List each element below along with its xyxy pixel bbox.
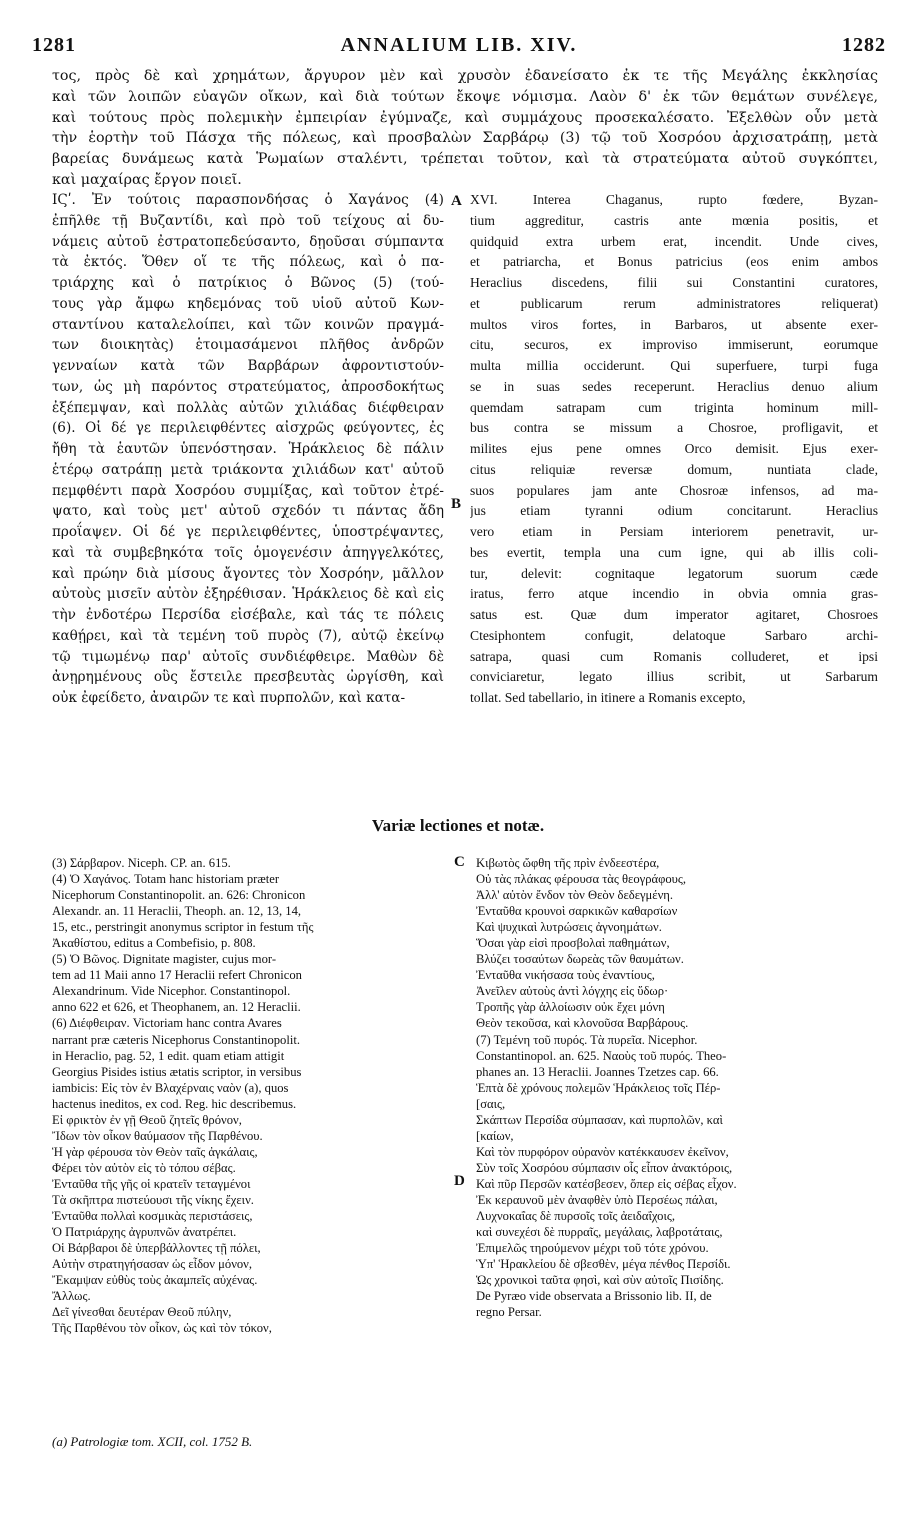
note-line: Ὁ Πατριάρχης ἀγρυπνῶν ἀνατρέπει. — [52, 1225, 237, 1240]
latin-text-line: citus reliquiæ reversæ domum, nuntiata clade, — [470, 461, 878, 477]
note-line: Ἔκαμψαν εὐθὺς τοὺς ἀκαμπεῖς αὐχένας. — [52, 1273, 258, 1288]
greek-text-line: ἐπῆλθε τῇ Βυζαντίδι, καὶ πρὸ τοῦ τείχους αἱ δυ- — [52, 212, 444, 229]
note-line: (3) Σάρβαρον. Niceph. CP. an. 615. — [52, 856, 231, 870]
note-line: Constantinopol. an. 625. Ναοὺς τοῦ πυρός. Theo- — [476, 1048, 727, 1063]
latin-text-line: multa millia occiderunt. Qui superfuere, turpi fuga — [470, 358, 878, 373]
latin-text-line: multos viros fortes, in Barbaros, ut absente exer- — [470, 316, 878, 332]
note-line: Τροπῆς γὰρ ἀλλοίωσιν οὐκ ἔχει μόνη — [476, 1000, 665, 1015]
greek-text-line: προΐαψεν. Οἱ δέ γε περιλειφθέντες, ὑποστρέψαντες, — [52, 524, 444, 540]
greek-text-line: ψατο, καὶ τοὺς μετ' αὐτοῦ σχεδόν τι πάντας ἄδη — [52, 503, 444, 520]
greek-text-line: βαρείας δυνάμεως κατὰ Ῥωμαίων σταλέντι, τρέπεται τοῦτον, καὶ τὰ στρατεύματα αὐτοῦ συγκόπτει, — [52, 151, 878, 167]
note-line: Οὐ τὰς πλάκας φέρουσα τὰς θεογράφους, — [476, 872, 687, 887]
note-line: Nicephorum Constantinopolit. an. 626: Chronicon — [52, 888, 306, 903]
latin-text-line: XVI. Interea Chaganus, rupto fœdere, Byzan- — [470, 192, 878, 207]
note-line: Τῆς Παρθένου τὸν οἶκον, ὡς καὶ τὸν τόκον, — [52, 1321, 272, 1336]
greek-text-line: τὰ ἐκτός. Ὅθεν οἵ τε τῆς πόλεως, καὶ ὁ πα- — [52, 254, 444, 271]
greek-text-line: τος, πρὸς δὲ καὶ χρημάτων, ἄργυρον μὲν καὶ χρυσὸν ἐδανείσατο ἐκ τε τῆς Μεγάλης ἐκκλησίας — [52, 68, 878, 84]
left-page-number: 1281 — [32, 34, 76, 56]
note-line: Ὡς χρονικοὶ ταῦτα φησὶ, καὶ σὺν αὐτοῖς Πισίδης. — [476, 1273, 724, 1288]
note-line: 15, etc., perstringit anonymus scriptor in festum τῆς — [52, 920, 314, 935]
note-line: Φέρει τὸν αὐτὸν εἰς τὸ τόπου σέβας. — [52, 1160, 236, 1175]
latin-text-line: iratus, ferro atque incendio in obvia omnia gras- — [470, 586, 878, 602]
greek-text-line: τους γὰρ ἄμφω κηδεμόνας τοῦ υἱοῦ αὐτοῦ Κων- — [52, 295, 444, 312]
latin-text-line: tur, delevit: cognitaque legatorum suorum cæde — [470, 565, 878, 581]
greek-text-line: καὶ πρώην διὰ μίσους ἄγοντες τὸν Χοσρόην, μᾶλλον — [52, 565, 444, 582]
latin-text-line: Heraclius discedens, filii sui Constantini curatores, — [470, 275, 878, 290]
note-line: Ὑπ' Ἡρακλείου δὲ σβεσθὲν, μέγα πένθος Περσίδι. — [476, 1257, 731, 1272]
greek-text-line: νάμεις αὐτοῦ ἐστρατοπεδεύσαντο, δῃοῦσαι σύμπαντα — [52, 233, 444, 250]
greek-text-line: αὐτοὺς μισεῖν αὐτὸν ἐξηρέθισαν. Ἡράκλειος δὲ καὶ εἰς — [52, 586, 444, 603]
note-line: Ἄλλως. — [52, 1289, 91, 1304]
note-line: anno 622 et 626, et Theophanem, an. 12 Heraclii. — [52, 1000, 301, 1015]
note-line: [καίων, — [476, 1128, 514, 1143]
note-line: phanes an. 13 Heraclii. Joannes Tzetzes cap. 66. — [476, 1064, 719, 1079]
greek-text-line: ἑτέρῳ σατράπῃ μετὰ τριάκοντα χιλιάδων κατ' αὐτοῦ — [52, 461, 444, 478]
note-line: Σκάπτων Περσίδα σύμπασαν, καὶ πυρπολῶν, καὶ — [476, 1112, 723, 1127]
margin-marker-d: D — [454, 1173, 465, 1189]
latin-text-line: et publicarum rerum administratores reliquerat) — [470, 295, 878, 311]
latin-text-line: et patriarcha, et Bonus patricius (eos enim ambos — [470, 254, 878, 270]
note-line: in Heraclio, pag. 52, 1 edit. quam etiam attigit — [52, 1048, 285, 1063]
right-page-number: 1282 — [842, 34, 886, 56]
running-header — [32, 34, 886, 60]
note-line: Ἐνταῦθα τῆς γῆς οἱ κρατεῖν τεταγμένοι — [52, 1176, 251, 1191]
greek-text-line: των, ὡς μὴ παρόντος στρατεύματος, ἀπροσδοκήτως — [52, 378, 444, 395]
greek-text-line: καθῄρει, καὶ τὰ τεμένη τοῦ πυρὸς (7), αὐτῷ ἐκείνῳ — [52, 627, 444, 644]
note-line: Οἱ Βάρβαροι δὲ ὑπερβάλλοντες τῇ πόλει, — [52, 1241, 261, 1256]
latin-text-line: conviciaretur, legato illius scribit, ut Sarbarum — [470, 669, 878, 685]
latin-text-line: satus est. Quæ dum imperator agitaret, Chosroes — [470, 607, 878, 622]
greek-text-line: ἀνῃρημένους οὓς ἔστειλε πρεσβευτὰς ὠργίσθη, καὶ — [52, 669, 444, 686]
greek-text-line: καὶ τούτους πρὸς πολεμικὴν ἐμπειρίαν ἐγύμναζε, καὶ συμμάχους προσεκαλέσατο. Ἐξελθὼν οὖν μετὰ — [52, 109, 878, 126]
note-line: Σὺν τοῖς Χοσρόου σύμπασιν οἷς εἶπον ἀνακτόροις, — [476, 1160, 733, 1175]
latin-text-line: quemdam satrapam cum triginta hominum mill- — [470, 399, 878, 415]
greek-text-line: καὶ τῶν λοιπῶν εὐαγῶν οἴκων, καὶ διὰ τούτων ἔκοψε νόμισμα. Λαὸν δ' ἐκ τῶν θεμάτων συνέλεγε, — [52, 88, 878, 105]
top-greek-paragraph — [52, 66, 878, 191]
latin-text-line: satrapa, quasi cum Romanis colluderet, et ipsi — [470, 648, 878, 664]
margin-marker-a: A — [451, 193, 462, 209]
latin-text-line: Ctesiphontem confugit, delatoque Sarbaro archi- — [470, 627, 878, 643]
note-line: Alexandr. an. 11 Heraclii, Theoph. an. 12, 13, 14, — [52, 904, 302, 919]
latin-text-line: jus etiam tyranni odium concitarunt. Heraclius — [470, 503, 878, 519]
note-line: Ἐνταῦθα κρουνοὶ σαρκικῶν καθαρσίων — [476, 904, 678, 919]
greek-text-line: τριάρχης καὶ ὁ πατρίκιος ὁ Βῶνος (5) (τού- — [52, 275, 444, 291]
note-line: regno Persar. — [476, 1305, 542, 1320]
note-line: narrant præ cæteris Nicephorus Constantinopolit. — [52, 1032, 300, 1047]
greek-text-line: (6). Οἱ δέ γε περιλειφθέντες αἰσχρῶς φεύγοντες, ἐς — [52, 420, 444, 437]
note-line: (5) Ὁ Βῶνος. Dignitate magister, cujus mor- — [52, 952, 277, 967]
note-line: Ἐκ κεραυνοῦ μὲν ἀναφθὲν ὑπὸ Περσέως πάλαι, — [476, 1192, 718, 1207]
running-title: ANNALIUM LIB. XIV. — [340, 34, 578, 56]
latin-text-line: quidquid extra urbem erat, incendit. Unde cives, — [470, 233, 878, 249]
note-line: Βλύζει τοσαύτων δωρεὰς τῶν θαυμάτων. — [476, 952, 684, 967]
note-line: Ἑπτὰ δὲ χρόνους πολεμῶν Ἡράκλειος τοῖς Πέρ- — [476, 1080, 721, 1095]
note-line: Καὶ ψυχικαὶ λυτρώσεις ἀγνοημάτων. — [476, 920, 662, 935]
note-line: καὶ συνεχέσι δὲ πυρραῖς, μεγάλαις, λαβροτάταις, — [476, 1225, 723, 1240]
note-line: Ἐνταῦθα νικήσασα τοὺς ἐναντίους, — [476, 968, 655, 983]
greek-text-line: ΙϚʹ. Ἐν τούτοις παρασπονδήσας ὁ Χαγάνος (4) — [52, 192, 444, 208]
margin-marker-c: C — [454, 854, 465, 870]
note-line: Καὶ τὸν πυρφόρον οὐρανὸν κατέκκαυσεν ἐκεῖνον, — [476, 1144, 729, 1159]
latin-column — [470, 190, 878, 709]
greek-text-line: των διοικητὰς) ἑτοιμασάμενοι πλῆθος ἀνδρῶν — [52, 337, 444, 354]
greek-text-line: οὐκ ἐφείδετο, ἀναιρῶν τε καὶ πυρπολῶν, καὶ κατα- — [52, 690, 406, 706]
greek-text-line: τὴν ἑορτὴν τοῦ Πάσχα τῆς πόλεως, καὶ προσβαλὼν Σαρβάρῳ (3) τῷ τοῦ Χοσρόου ἀρχισατράπῃ, μετὰ — [52, 130, 878, 147]
note-line: tem ad 11 Maii anno 17 Heraclii refert Chronicon — [52, 968, 302, 983]
latin-text-line: citu, securos, ex improviso immiserunt, eorumque — [470, 337, 878, 353]
note-line: De Pyræo vide observata a Brissonio lib. II, de — [476, 1289, 712, 1304]
note-line: Θεὸν τεκοῦσα, καὶ κλονοῦσα Βαρβάρους. — [476, 1016, 689, 1031]
note-line: Λυχνοκαΐας δὲ πυρσοῖς τοῖς ἀειδαΐχοις, — [476, 1209, 675, 1224]
greek-text-line: καὶ μαχαίρας ἔργον ποιεῖ. — [52, 171, 242, 188]
note-line: Ἐπιμελῶς τηρούμενον μέχρι τοῦ τότε χρόνου. — [476, 1241, 709, 1256]
note-line: Καὶ πῦρ Περσῶν κατέσβεσεν, ὅπερ εἰς σέβας εἶχον. — [476, 1176, 737, 1191]
note-line: Εἰ φρικτὸν ἐν γῇ Θεοῦ ζητεῖς θρόνον, — [52, 1112, 242, 1127]
footnote: (a) Patrologiæ tom. XCII, col. 1752 B. — [52, 1434, 253, 1449]
note-line: Τὰ σκῆπτρα πιστεύουσι τῆς νίκης ἔχειν. — [52, 1192, 254, 1207]
note-line: Ἀκαθίστου, editus a Combefisio, p. 808. — [52, 936, 256, 951]
greek-text-line: τῷ τιμωμένῳ παρ' αὐτοῖς συνδιέφθειρε. Μαθὼν δὲ — [52, 648, 444, 665]
note-line: iambicis: Εἰς τὸν ἐν Βλαχέρναις ναὸν (a), quos — [52, 1080, 289, 1095]
greek-column — [52, 190, 444, 709]
note-line: Δεῖ γίνεσθαι δευτέραν Θεοῦ πύλην, — [52, 1305, 232, 1320]
note-line: Κιβωτὸς ὤφθη τῆς πρὶν ἐνδεεστέρα, — [476, 856, 660, 870]
greek-text-line: ἤθη τὰ ἑαυτῶν ὑπενόστησαν. Ἡράκλειος δὲ πάλιν — [52, 441, 444, 457]
latin-text-line: suos populares jam ante Chosroæ infensos, ad ma- — [470, 482, 878, 498]
note-line: Αὐτὴν στρατηγήσασαν ὡς εἶδον μόνον, — [52, 1257, 253, 1272]
greek-text-line: γενναίων κατὰ τῶν Βαρβάρων ἀφροντιστούν- — [52, 358, 444, 374]
greek-text-line: τὴν ἐνδοτέρω Περσίδα εἰσέβαλε, καὶ τάς τε πόλεις — [52, 607, 444, 623]
notes-right-column — [476, 855, 882, 1320]
latin-text-line: tollat. Sed tabellario, in itinere a Romanis excepto, — [470, 690, 746, 705]
note-line: Alexandrinum. Vide Nicephor. Constantinopol. — [52, 984, 291, 999]
greek-text-line: πεμφθέντι παρὰ Χοσρόου συμμίξας, καὶ τοῦτον ἐτρέ- — [52, 482, 444, 499]
notes-left-column — [52, 855, 447, 1336]
latin-text-line: bus contra se missum a Chosroe, profligavit, et — [470, 420, 878, 436]
note-line: (7) Τεμένη τοῦ πυρός. Τὰ πυρεῖα. Nicephor. — [476, 1032, 698, 1047]
note-line: Ἀλλ' αὐτὸν ἔνδον τὸν Θεὸν δεδεγμένη. — [476, 888, 674, 903]
note-line: hactenus ineditos, ex cod. Reg. hic describemus. — [52, 1096, 297, 1111]
latin-text-line: bes evertit, templa una cum igne, qui ab illis coli- — [470, 544, 878, 560]
note-line: Ἡ γὰρ φέρουσα τὸν Θεὸν ταῖς ἀγκάλαις, — [52, 1144, 258, 1159]
margin-marker-b: B — [451, 496, 462, 512]
note-line: Ἴδων τὸν οἶκον θαύμασον τῆς Παρθένου. — [52, 1128, 263, 1143]
greek-text-line: καὶ τὰ συμβεβηκότα τοῖς ὁμογενέσιν ἀπηγγελκότες, — [52, 544, 444, 561]
latin-text-line: vero etiam in Persiam interiorem penetravit, ur- — [470, 524, 878, 539]
latin-text-line: tium aggreditur, castris ante mœnia positis, et — [470, 212, 878, 228]
note-line: Ἀνεῖλεν αὐτοὺς ἀντὶ λόγχης εἰς ὕδωρ· — [476, 984, 669, 999]
latin-text-line: milites ejus pene omnes Orco demisit. Ejus exer- — [470, 441, 878, 456]
notes-heading: Variæ lectiones et notæ. — [371, 816, 545, 835]
note-line: (6) Διέφθειραν. Victoriam hanc contra Avares — [52, 1016, 282, 1031]
note-line: Georgius Pisides istius ætatis scriptor, in versibus — [52, 1064, 302, 1079]
note-line: Ἐνταῦθα πολλαὶ κοσμικὰς περιστάσεις, — [52, 1209, 253, 1224]
note-line: [σαις, — [476, 1096, 506, 1111]
latin-text-line: se in suas sedes receperunt. Heraclius denuo alium — [470, 378, 878, 394]
greek-text-line: σταντίνου καταλελοίπει, καὶ τῶν κοινῶν πραγμά- — [52, 316, 444, 333]
greek-text-line: ἐξέπεμψαν, καὶ πολλὰς αὐτῶν χιλιάδας διέφθειραν — [52, 399, 444, 416]
note-line: Ὅσαι γὰρ εἰσὶ προσβολαὶ παθημάτων, — [476, 936, 670, 951]
note-line: (4) Ὁ Χαγάνος. Totam hanc historiam præter — [52, 872, 280, 887]
